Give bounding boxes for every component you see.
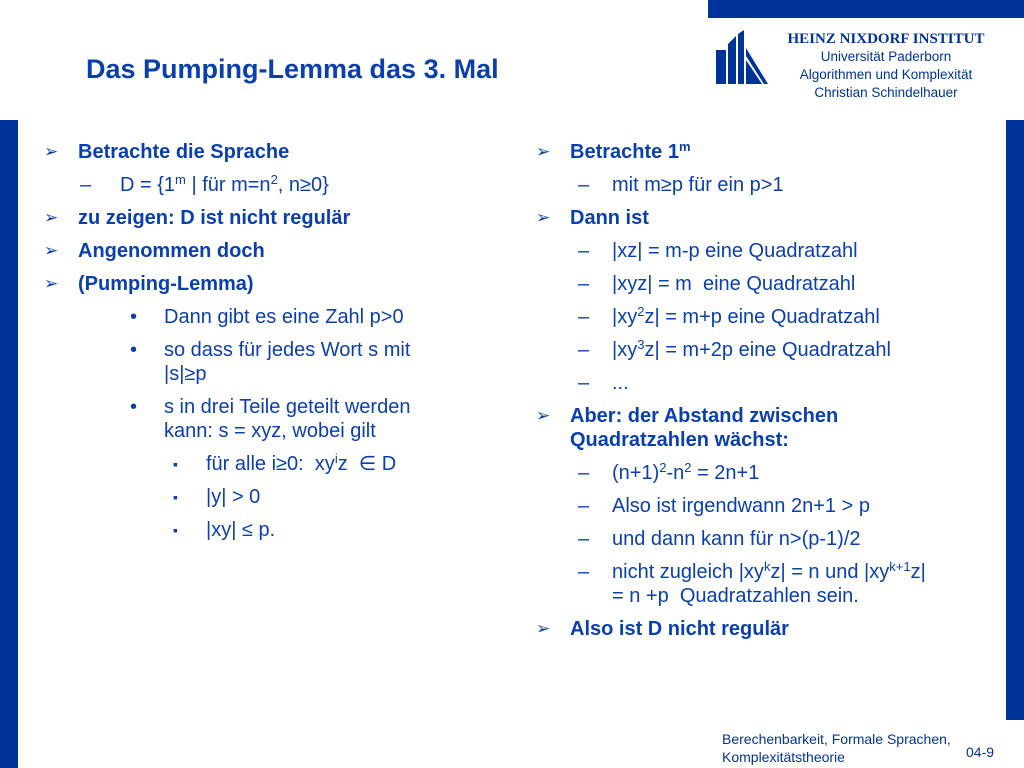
page-number: 04-9 xyxy=(966,744,995,760)
bullet-marker-icon: – xyxy=(578,306,590,328)
bullet-text: |xy| ≤ p. xyxy=(206,519,276,541)
bullet-marker-icon: ➢ xyxy=(44,241,59,260)
bullet-marker-icon: ➢ xyxy=(44,274,59,293)
bullet-text: Angenommen doch xyxy=(78,240,265,262)
left-column xyxy=(44,140,484,551)
bullet-text: Also ist irgendwann 2n+1 > p xyxy=(612,495,870,517)
left-bullet-3 xyxy=(44,239,484,263)
right-decor-bar xyxy=(1006,120,1024,720)
left-bullet-10 xyxy=(44,518,484,542)
bullet-marker-icon: ▪ xyxy=(173,489,178,505)
bullet-marker-icon: • xyxy=(130,306,138,328)
bullet-text: für alle i≥0: $xy^iz$ ∈ D xyxy=(206,451,397,475)
bullet-marker-icon: – xyxy=(578,495,590,517)
bullet-text: Dann gibt es eine Zahl p>0 xyxy=(164,306,404,328)
bullet-text: mit m≥p für ein p>1 xyxy=(612,174,784,196)
left-bullet-5 xyxy=(44,305,484,329)
bullet-text: |xz| = m-p eine Quadratzahl xyxy=(612,240,858,262)
right-bullet-6 xyxy=(536,338,986,362)
left-bullet-4 xyxy=(44,272,484,296)
bullet-marker-icon: ➢ xyxy=(536,208,551,227)
bullet-marker-icon: ➢ xyxy=(536,619,551,638)
bullet-marker-icon: ➢ xyxy=(536,406,551,425)
right-bullet-3 xyxy=(536,239,986,263)
institute-author: Christian Schindelhauer xyxy=(814,85,958,100)
bullet-text: $|xy^2z| = m+p$ eine Quadratzahl xyxy=(612,304,880,328)
institute-university: Universität Paderborn xyxy=(820,49,952,64)
bullet-marker-icon: • xyxy=(130,339,138,361)
bullet-marker-icon: • xyxy=(130,396,138,418)
left-bullet-2 xyxy=(44,206,484,230)
bullet-text: |y| > 0 xyxy=(206,486,261,508)
bullet-text: Betrachte die Sprache xyxy=(78,141,290,163)
bullet-marker-icon: – xyxy=(578,372,590,394)
left-decor-bar xyxy=(0,120,18,768)
bullet-marker-icon: ➢ xyxy=(44,142,59,161)
right-bullet-10 xyxy=(536,494,986,518)
left-bullet-1 xyxy=(44,173,484,197)
right-bullet-9 xyxy=(536,461,986,485)
bullet-marker-icon: – xyxy=(578,528,590,550)
bullet-marker-icon: – xyxy=(80,174,92,196)
bullet-text: $(n+1)^2-n^2 = 2n+1$ xyxy=(612,460,760,484)
left-bullet-6 xyxy=(44,338,484,386)
left-bullet-9 xyxy=(44,485,484,509)
bullet-text: $|xy^3z| = m+2p$ eine Quadratzahl xyxy=(612,337,891,361)
right-bullet-13 xyxy=(536,617,986,641)
slide-title: Das Pumping-Lemma das 3. Mal xyxy=(86,54,499,84)
bullet-marker-icon: ➢ xyxy=(536,142,551,161)
footer-line-1: Berechenbarkeit, Formale Sprachen, xyxy=(722,731,951,747)
bullet-text: Also ist D nicht regulär xyxy=(570,618,789,640)
bullet-marker-icon: ➢ xyxy=(44,208,59,227)
left-bullet-8 xyxy=(44,452,484,476)
left-bullet-7 xyxy=(44,395,484,443)
bullet-marker-icon: – xyxy=(578,174,590,196)
bullet-marker-icon: ▪ xyxy=(173,456,178,472)
bullet-text: und dann kann für n>(p-1)/2 xyxy=(612,528,861,550)
right-bullet-2 xyxy=(536,206,986,230)
bullet-text: Aber: der Abstand zwischen Quadratzahlen wächst: xyxy=(570,405,839,451)
bullet-text: nicht zugleich $|xy^kz| = n$ und $|xy^{k+1}z|$ = n +p Quadratzahlen sein. xyxy=(612,559,926,607)
top-decor-bar xyxy=(708,0,1024,18)
right-bullet-0 xyxy=(536,140,986,164)
bullet-marker-icon: ▪ xyxy=(173,522,178,538)
institute-name: HEINZ NIXDORF INSTITUT xyxy=(787,31,985,47)
bullet-marker-icon: – xyxy=(578,240,590,262)
right-bullet-4 xyxy=(536,272,986,296)
bullet-text: Betrachte 1$^m$ xyxy=(570,139,691,163)
bullet-marker-icon: – xyxy=(578,273,590,295)
hni-logo-icon xyxy=(714,30,770,86)
footer-line-2: Komplexitätstheorie xyxy=(722,749,845,765)
bullet-marker-icon: – xyxy=(578,561,590,583)
right-bullet-8 xyxy=(536,404,986,452)
right-bullet-11 xyxy=(536,527,986,551)
right-bullet-7 xyxy=(536,371,986,395)
bullet-marker-icon: – xyxy=(578,339,590,361)
bullet-text: Dann ist xyxy=(570,207,649,229)
bullet-text: s in drei Teile geteilt werden kann: s = xyz, wobei gilt xyxy=(164,396,411,442)
bullet-text: (Pumping-Lemma) xyxy=(78,273,254,295)
footer-course xyxy=(722,730,982,766)
bullet-text: |xyz| = m eine Quadratzahl xyxy=(612,273,856,295)
institute-block xyxy=(770,30,1002,102)
right-column xyxy=(536,140,986,650)
right-bullet-12 xyxy=(536,560,986,608)
bullet-text: zu zeigen: D ist nicht regulär xyxy=(78,207,351,229)
bullet-text: $D = \{1^m$ | für $m=n^2$, n≥0} xyxy=(120,172,329,196)
bullet-text: ... xyxy=(612,372,629,394)
institute-group: Algorithmen und Komplexität xyxy=(799,67,973,82)
right-bullet-1 xyxy=(536,173,986,197)
left-bullet-0 xyxy=(44,140,484,164)
right-bullet-5 xyxy=(536,305,986,329)
bullet-text: so dass für jedes Wort s mit |s|≥p xyxy=(164,339,411,385)
bullet-marker-icon: – xyxy=(578,462,590,484)
